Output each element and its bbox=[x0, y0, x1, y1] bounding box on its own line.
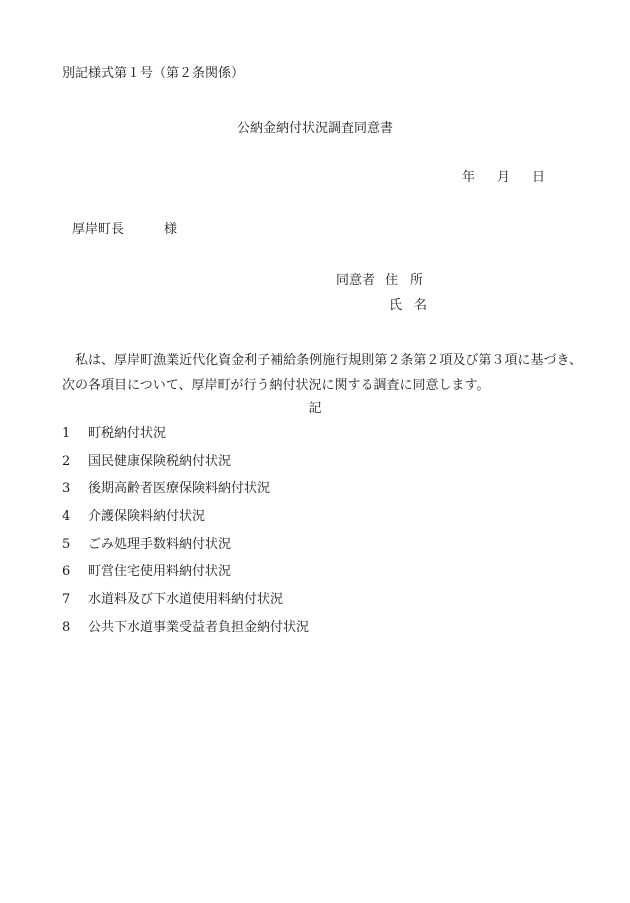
item-number: 1 bbox=[62, 426, 71, 441]
addressee bbox=[72, 222, 177, 238]
name-label-1: 氏 bbox=[389, 298, 403, 313]
month-label: 月 bbox=[497, 170, 511, 185]
document-title: 公納金納付状況調査同意書 bbox=[236, 121, 393, 136]
form-reference: 別記様式第１号（第２条関係） bbox=[62, 66, 245, 81]
item-number: 4 bbox=[62, 509, 71, 525]
item-number: 5 bbox=[62, 536, 71, 552]
list-item bbox=[62, 507, 309, 535]
consenter-address-row bbox=[336, 273, 423, 289]
addressee-honorific: 様 bbox=[164, 222, 178, 237]
address-label-2: 所 bbox=[410, 273, 424, 288]
consent-statement: 私は、厚岸町漁業近代化資金利子補給条例施行規則第２条第２項及び第３項に基づき、次の各項目について、厚岸町が行う納付状況に関する調査に同意します。 bbox=[62, 353, 582, 393]
item-number: 3 bbox=[62, 481, 71, 497]
ki-heading: 記 bbox=[308, 401, 322, 416]
consenter-name-row bbox=[389, 298, 427, 314]
item-number: 8 bbox=[62, 619, 71, 635]
item-label: ごみ処理手数料納付状況 bbox=[88, 536, 232, 552]
year-label: 年 bbox=[462, 170, 476, 185]
address-label-1: 住 bbox=[385, 273, 399, 288]
list-item bbox=[62, 479, 309, 507]
list-item bbox=[62, 562, 309, 590]
item-number: 2 bbox=[62, 453, 71, 469]
item-label: 公共下水道事業受益者負担金納付状況 bbox=[88, 619, 310, 635]
addressee-name: 厚岸町長 bbox=[72, 222, 125, 237]
item-label: 町営住宅使用料納付状況 bbox=[88, 564, 232, 580]
item-label: 水道料及び下水道使用料納付状況 bbox=[88, 592, 284, 608]
list-item bbox=[62, 535, 309, 563]
day-label: 日 bbox=[532, 170, 546, 185]
list-item bbox=[62, 452, 309, 480]
list-item bbox=[62, 590, 309, 618]
item-label: 国民健康保険税納付状況 bbox=[88, 453, 232, 469]
item-list bbox=[62, 424, 309, 646]
item-label: 町税納付状況 bbox=[88, 426, 167, 441]
name-label-2: 名 bbox=[414, 298, 428, 313]
list-item bbox=[62, 424, 309, 452]
item-number: 6 bbox=[62, 564, 71, 580]
consenter-label: 同意者 bbox=[336, 273, 376, 288]
item-number: 7 bbox=[62, 592, 71, 608]
item-label: 介護保険料納付状況 bbox=[88, 509, 206, 525]
list-item bbox=[62, 618, 309, 646]
date-line bbox=[462, 170, 545, 186]
item-label: 後期高齢者医療保険料納付状況 bbox=[88, 481, 271, 497]
